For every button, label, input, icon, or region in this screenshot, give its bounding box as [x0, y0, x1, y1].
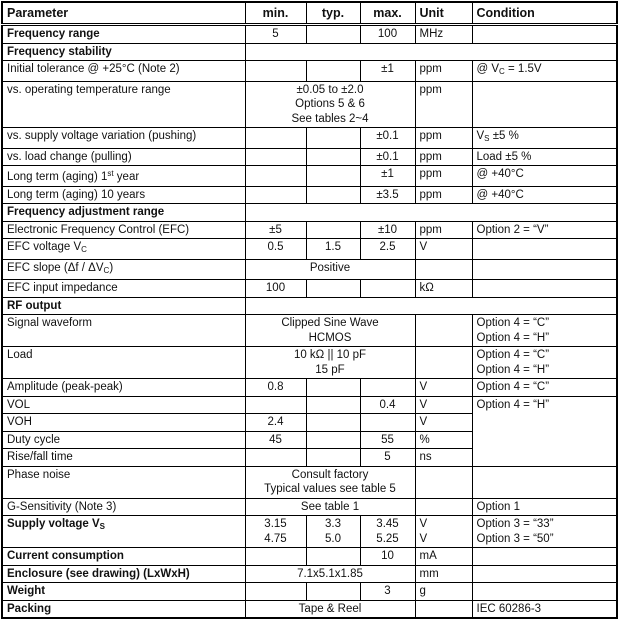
- min-cell: [245, 583, 306, 601]
- merged-value-cell: Positive: [245, 259, 415, 280]
- table-row-phase-noise: [2, 466, 617, 498]
- merged-value-cell: Tape & Reel: [245, 600, 415, 618]
- condition-cell: Option 4 = “C” Option 4 = “H”: [472, 315, 617, 347]
- param-cell: Frequency range: [2, 25, 245, 44]
- condition-cell: Option 4 = “H”: [472, 396, 617, 466]
- column-header-unit: Unit: [415, 2, 472, 25]
- table-row-g-sensitivity-note-3: [2, 498, 617, 516]
- unit-cell: V V: [415, 516, 472, 548]
- param-cell: G-Sensitivity (Note 3): [2, 498, 245, 516]
- max-cell: [360, 379, 415, 397]
- param-cell: Electronic Frequency Control (EFC): [2, 221, 245, 239]
- condition-cell: [472, 25, 617, 44]
- unit-cell: ppm: [415, 148, 472, 166]
- typ-cell: [306, 148, 360, 166]
- typ-cell: 1.5: [306, 239, 360, 260]
- unit-cell: V: [415, 414, 472, 432]
- condition-cell: $V_S \pm 5$ %: [472, 128, 617, 149]
- param-cell: VOH: [2, 414, 245, 432]
- merged-value-cell: 10 kΩ || 10 pF 15 pF: [245, 347, 415, 379]
- min-cell: 0.8: [245, 379, 306, 397]
- max-cell: 5: [360, 449, 415, 467]
- table-row-amplitude-peak-peak: [2, 379, 617, 397]
- param-cell: Frequency stability: [2, 43, 245, 61]
- param-cell: Packing: [2, 600, 245, 618]
- condition-cell: IEC 60286-3: [472, 600, 617, 618]
- min-cell: ±5: [245, 221, 306, 239]
- param-cell: EFC voltage $V_C$: [2, 239, 245, 260]
- typ-cell: [306, 449, 360, 467]
- param-cell: Duty cycle: [2, 431, 245, 449]
- condition-cell: [472, 548, 617, 566]
- min-cell: [245, 449, 306, 467]
- param-cell: Current consumption: [2, 548, 245, 566]
- max-cell: 3: [360, 583, 415, 601]
- max-cell: 0.4: [360, 396, 415, 414]
- typ-cell: [306, 414, 360, 432]
- table-row-frequency-range: [2, 25, 617, 44]
- condition-cell: [472, 583, 617, 601]
- table-header-row: [2, 2, 617, 25]
- condition-cell: Option 1: [472, 498, 617, 516]
- table-row-efc-voltage-v-c: [2, 239, 617, 260]
- section-fill-cell: [245, 43, 617, 61]
- merged-value-cell: ±0.05 to ±2.0 Options 5 & 6 See tables 2~4: [245, 81, 415, 128]
- column-header-max: max.: [360, 2, 415, 25]
- table-row-efc-slope-f-v-c: [2, 259, 617, 280]
- column-header-parameter: Parameter: [2, 2, 245, 25]
- unit-cell: ppm: [415, 166, 472, 187]
- condition-cell: @ +40°C: [472, 166, 617, 187]
- condition-cell: [472, 565, 617, 583]
- table-row-initial-tolerance-25-c-note-2: [2, 61, 617, 82]
- unit-cell: ppm: [415, 81, 472, 128]
- table-row-weight: [2, 583, 617, 601]
- condition-cell: [472, 81, 617, 128]
- unit-cell: [415, 600, 472, 618]
- max-cell: 3.45 5.25: [360, 516, 415, 548]
- table-row-long-term-aging-10-years: [2, 186, 617, 204]
- unit-cell: [415, 498, 472, 516]
- param-cell: Long term (aging) 10 years: [2, 186, 245, 204]
- merged-value-cell: Clipped Sine Wave HCMOS: [245, 315, 415, 347]
- param-cell: EFC input impedance: [2, 280, 245, 298]
- table-row-supply-voltage-v-s: [2, 516, 617, 548]
- merged-value-cell: See table 1: [245, 498, 415, 516]
- unit-cell: ns: [415, 449, 472, 467]
- unit-cell: %: [415, 431, 472, 449]
- condition-cell: @ +40°C: [472, 186, 617, 204]
- table-row-load: [2, 347, 617, 379]
- max-cell: ±0.1: [360, 148, 415, 166]
- table-body: [2, 25, 617, 619]
- typ-cell: [306, 280, 360, 298]
- max-cell: 100: [360, 25, 415, 44]
- param-cell: Amplitude (peak-peak): [2, 379, 245, 397]
- unit-cell: g: [415, 583, 472, 601]
- table-row-vol: [2, 396, 617, 414]
- merged-value-cell: 7.1x5.1x1.85: [245, 565, 415, 583]
- column-header-condition: Condition: [472, 2, 617, 25]
- typ-cell: [306, 128, 360, 149]
- section-row-frequency-stability: [2, 43, 617, 61]
- unit-cell: ppm: [415, 61, 472, 82]
- max-cell: ±0.1: [360, 128, 415, 149]
- table-row-packing: [2, 600, 617, 618]
- typ-cell: [306, 186, 360, 204]
- unit-cell: [415, 315, 472, 347]
- merged-value-cell: Consult factory Typical values see table 5: [245, 466, 415, 498]
- max-cell: ±10: [360, 221, 415, 239]
- param-cell: Signal waveform: [2, 315, 245, 347]
- column-header-typ: typ.: [306, 2, 360, 25]
- max-cell: [360, 280, 415, 298]
- typ-cell: [306, 548, 360, 566]
- param-cell: Frequency adjustment range: [2, 204, 245, 222]
- condition-cell: Load ±5 %: [472, 148, 617, 166]
- unit-cell: ppm: [415, 221, 472, 239]
- condition-cell: Option 4 = “C” Option 4 = “H”: [472, 347, 617, 379]
- typ-cell: [306, 25, 360, 44]
- min-cell: [245, 548, 306, 566]
- max-cell: [360, 414, 415, 432]
- unit-cell: [415, 259, 472, 280]
- table-row-current-consumption: [2, 548, 617, 566]
- table-row-efc-input-impedance: [2, 280, 617, 298]
- column-header-min: min.: [245, 2, 306, 25]
- table-row-signal-waveform: [2, 315, 617, 347]
- typ-cell: [306, 166, 360, 187]
- unit-cell: [415, 347, 472, 379]
- condition-cell: @ $V_C = 1.5V$: [472, 61, 617, 82]
- table-row-vs-load-change-pulling: [2, 148, 617, 166]
- condition-cell: [472, 239, 617, 260]
- min-cell: [245, 396, 306, 414]
- table-row-vs-operating-temperature-range: [2, 81, 617, 128]
- max-cell: 10: [360, 548, 415, 566]
- unit-cell: V: [415, 396, 472, 414]
- min-cell: 2.4: [245, 414, 306, 432]
- max-cell: ±1: [360, 166, 415, 187]
- param-cell: VOL: [2, 396, 245, 414]
- section-fill-cell: [245, 204, 617, 222]
- max-cell: 55: [360, 431, 415, 449]
- min-cell: 100: [245, 280, 306, 298]
- unit-cell: V: [415, 379, 472, 397]
- unit-cell: [415, 466, 472, 498]
- param-cell: Long term (aging) 1st year: [2, 166, 245, 187]
- unit-cell: ppm: [415, 128, 472, 149]
- condition-cell: Option 2 = “V”: [472, 221, 617, 239]
- condition-cell: [472, 259, 617, 280]
- param-cell: Weight: [2, 583, 245, 601]
- typ-cell: [306, 396, 360, 414]
- section-fill-cell: [245, 297, 617, 315]
- param-cell: Rise/fall time: [2, 449, 245, 467]
- typ-cell: 3.3 5.0: [306, 516, 360, 548]
- min-cell: 45: [245, 431, 306, 449]
- param-cell: EFC slope $(\Delta f / \Delta V_C)$: [2, 259, 245, 280]
- min-cell: 5: [245, 25, 306, 44]
- condition-cell: [472, 466, 617, 498]
- section-row-rf-output: [2, 297, 617, 315]
- condition-cell: Option 3 = “33” Option 3 = “50”: [472, 516, 617, 548]
- unit-cell: MHz: [415, 25, 472, 44]
- param-cell: Supply voltage $V_S$: [2, 516, 245, 548]
- max-cell: ±3.5: [360, 186, 415, 204]
- unit-cell: mA: [415, 548, 472, 566]
- param-cell: Enclosure (see drawing) (LxWxH): [2, 565, 245, 583]
- min-cell: 0.5: [245, 239, 306, 260]
- max-cell: ±1: [360, 61, 415, 82]
- section-row-frequency-adjustment-range: [2, 204, 617, 222]
- param-cell: RF output: [2, 297, 245, 315]
- typ-cell: [306, 379, 360, 397]
- typ-cell: [306, 583, 360, 601]
- typ-cell: [306, 431, 360, 449]
- min-cell: [245, 61, 306, 82]
- unit-cell: mm: [415, 565, 472, 583]
- param-cell: vs. operating temperature range: [2, 81, 245, 128]
- spec-table: [1, 1, 618, 619]
- param-cell: vs. supply voltage variation (pushing): [2, 128, 245, 149]
- param-cell: Phase noise: [2, 466, 245, 498]
- table-row-vs-supply-voltage-variation-pushing: [2, 128, 617, 149]
- condition-cell: Option 4 = “C”: [472, 379, 617, 397]
- table-row-enclosure-see-drawing-lxwxh: [2, 565, 617, 583]
- max-cell: 2.5: [360, 239, 415, 260]
- condition-cell: [472, 280, 617, 298]
- unit-cell: ppm: [415, 186, 472, 204]
- min-cell: [245, 128, 306, 149]
- unit-cell: kΩ: [415, 280, 472, 298]
- unit-cell: V: [415, 239, 472, 260]
- typ-cell: [306, 61, 360, 82]
- typ-cell: [306, 221, 360, 239]
- min-cell: 3.15 4.75: [245, 516, 306, 548]
- min-cell: [245, 148, 306, 166]
- min-cell: [245, 186, 306, 204]
- table-row-long-term-aging-1-st-year: [2, 166, 617, 187]
- param-cell: vs. load change (pulling): [2, 148, 245, 166]
- min-cell: [245, 166, 306, 187]
- param-cell: Load: [2, 347, 245, 379]
- table-row-electronic-frequency-control-efc: [2, 221, 617, 239]
- param-cell: Initial tolerance @ +25°C (Note 2): [2, 61, 245, 82]
